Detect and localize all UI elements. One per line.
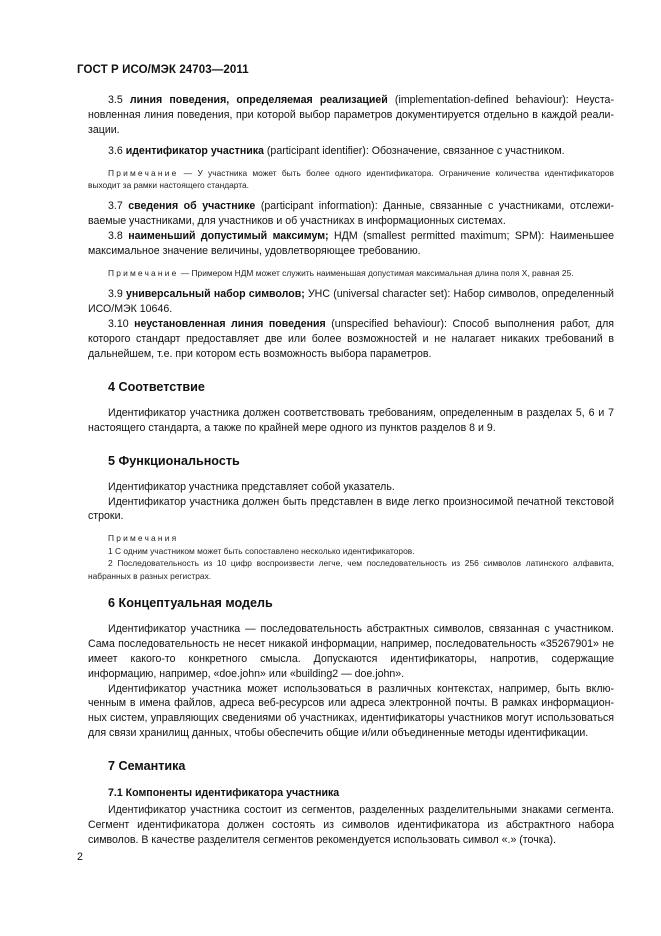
section-7-title: 7 Семантика <box>108 759 186 774</box>
section-5-notes-label: Примечания <box>108 533 179 544</box>
note-text: — Примером НДМ может служить наименьшая допустимая максимальная длина поля X, равная 25. <box>178 268 574 279</box>
def-text: (participant identifier): Обозначение, связанное с участником. <box>263 144 565 157</box>
note-3-8 <box>88 267 614 279</box>
def-term: наименьший допустимый максимум; <box>128 230 329 243</box>
def-number: 3.8 <box>108 230 123 243</box>
def-number: 3.5 <box>108 94 123 106</box>
section-4-title: 4 Соответствие <box>108 380 205 394</box>
definition-3-8 <box>88 229 614 259</box>
page-content <box>88 93 614 848</box>
section-5-paragraph-2: Идентификатор участника должен быть представлен в виде легко произносимой печатной текстовой строки. <box>88 495 614 523</box>
def-term: идентификатор участника <box>125 144 264 157</box>
document-header: ГОСТ Р ИСО/МЭК 24703—2011 <box>77 64 249 76</box>
def-text: (participant information): Данные, связанные с участниками, отслеживаемые участниками, для участников и об участниках в информационных системах. <box>88 200 614 228</box>
note-3-6 <box>88 167 614 192</box>
def-text: НДМ (smallest permitted maximum; SPM): Наименьшее максимальное значение величины, удовлетворяющее требованию. <box>88 230 614 258</box>
definition-3-7 <box>88 199 614 229</box>
section-5-paragraph-1: Идентификатор участника представляет собой указатель. <box>108 480 395 493</box>
page-number: 2 <box>77 851 83 863</box>
note-label: Примечание <box>108 167 179 178</box>
section-4-paragraph: Идентификатор участника должен соответствовать требованиям, определенным в разделах 5, 6 и 7 настоящего стандарта, а также по крайней мере одного из пунктов разделов 8 и 9. <box>88 406 614 434</box>
section-5-note-1: 1 С одним участником может быть сопоставлено несколько идентификаторов. <box>108 545 415 556</box>
section-6-paragraph-2: Идентификатор участника может использоваться в различных контекстах, например, быть включенным в имена файлов, адреса веб-ресурсов или адреса электронной почты. В рамках информационных систем, управляющих сведениями об участниках, идентификаторы участников могут использоваться для связи хранилищ данных, чтобы обеспечить общие и/или объединенные методы идентификации. <box>88 682 614 740</box>
def-term: неустановленная линия поведения <box>134 318 326 331</box>
def-number: 3.6 <box>108 144 123 157</box>
section-7-1-paragraph: Идентификатор участника состоит из сегментов, разделенных разделительными знаками сегмента. Сегмент идентификатора должен состоять из символов идентификатора из абстрактного набора символов. В качестве разделителя сегментов рекомендуется использовать символ «.» (точка). <box>88 803 614 846</box>
definition-3-5 <box>88 93 614 138</box>
section-6-title: 6 Концептуальная модель <box>108 595 273 610</box>
def-number: 3.10 <box>108 318 129 331</box>
def-term: универсальный набор символов; <box>125 288 305 301</box>
section-7-1-title: 7.1 Компоненты идентификатора участника <box>108 787 340 800</box>
note-label: Примечание <box>108 268 179 279</box>
def-term: линия поведения, определяемая реализацией <box>129 94 388 106</box>
note-text: — У участника может быть более одного идентификатора. Ограничение количества идентификаторов выходит за рамки настоящего стандарта. <box>88 167 614 191</box>
section-6-paragraph-1: Идентификатор участника — последовательность абстрактных символов, связанная с участником. Сама последовательность не несет никакой информации, например, последовательность «35267901» не имеет какого-то конкретного смысла. Допускаются идентификаторы, напротив, содержащие информацию, например, «doe.john» или «building2 — doe.john». <box>88 622 614 680</box>
section-5-note-2: 2 Последовательность из 10 цифр воспроизвести легче, чем последовательность из 256 символов латинского алфавита, набранных в разных регистрах. <box>88 558 614 581</box>
def-number: 3.9 <box>108 288 123 301</box>
def-text: (unspecified behaviour): Способ выполнения работ, для которого стандарт предоставляет две или более возможностей и не налагает никаких требований в дальнейшем, т.е. при котором есть возможность выбора параметров. <box>88 318 614 361</box>
definition-3-10 <box>88 317 614 362</box>
def-term: сведения об участнике <box>128 200 256 213</box>
definition-3-6 <box>88 144 614 159</box>
definition-3-9 <box>88 287 614 317</box>
section-5-title: 5 Функциональность <box>108 453 240 468</box>
def-text: УНС (universal character set): Набор символов, определенный ИСО/МЭК 10646. <box>88 288 614 316</box>
def-text: (implementation-defined behaviour): Неустановленная линия поведения, при которой выбор параметров документируется отдельно в каждой реализации. <box>88 94 614 136</box>
def-number: 3.7 <box>108 200 123 213</box>
